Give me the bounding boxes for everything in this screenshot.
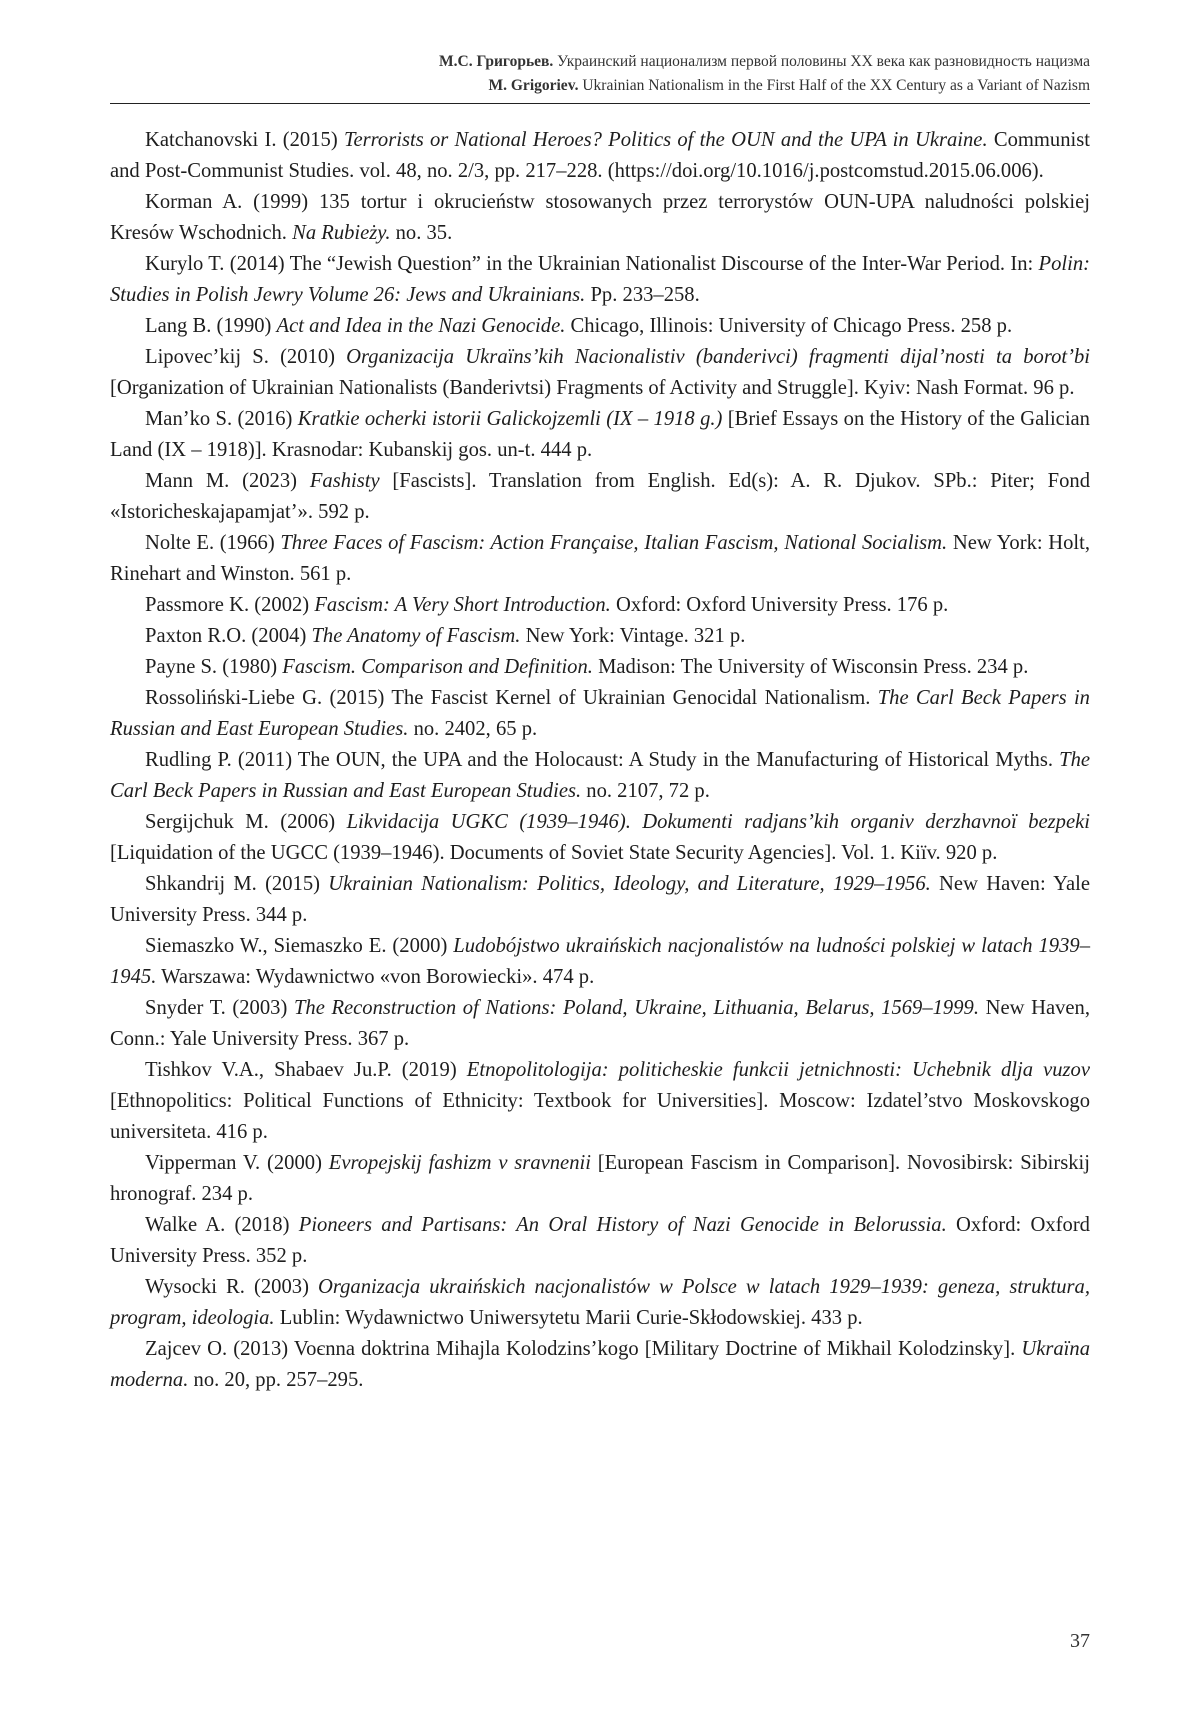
reference-text: Wysocki R. (2003) [145, 1276, 319, 1298]
reference-entry [110, 311, 1090, 342]
reference-title: Ukraïna moderna. [110, 1338, 1090, 1391]
reference-title: Evropejskij fashizm v sravnenii [328, 1152, 591, 1174]
reference-text: Zajcev O. (2013) Voєnna doktrina Mihajla Kolodzins’kogo [Military Doctrine of Mikhail Kolodzinsky]. [145, 1338, 1022, 1360]
reference-title: Na Rubieży. [292, 222, 391, 244]
reference-text: Tishkov V.A., Shabaev Ju.P. (2019) [145, 1059, 467, 1081]
reference-title: Fascism. Comparison and Definition. [282, 656, 593, 678]
reference-details: Warszawa: Wydawnictwo «von Borowiecki». 474 p. [156, 966, 595, 988]
reference-details: [Fascists]. Translation from English. Ed(s): A. R. Djukov. SPb.: Piter; Fond «Istoricheskajapamjat’». 592 p. [110, 470, 1090, 523]
reference-details: Chicago, Illinois: University of Chicago Press. 258 p. [565, 315, 1013, 337]
reference-details: Oxford: Oxford University Press. 176 p. [610, 594, 949, 616]
header-russian-line [90, 50, 1090, 74]
reference-text: Nolte E. (1966) [145, 532, 281, 554]
reference-entry [110, 931, 1090, 993]
reference-title: Etnopolitologija: politicheskie funkcii jetnichnosti: Uchebnik dlja vuzov [466, 1059, 1090, 1081]
reference-title: Organizacija Ukraïns’kih Nacionalistiv (banderivci) fragmenti dijal’nosti ta borot’bi [346, 346, 1090, 368]
reference-text: Walke A. (2018) [145, 1214, 299, 1236]
reference-details: New Haven: Yale University Press. 344 p. [110, 873, 1090, 926]
reference-title: The Carl Beck Papers in Russian and East European Studies. [110, 687, 1090, 740]
reference-text: Sergijchuk M. (2006) [145, 811, 347, 833]
reference-entry [110, 1272, 1090, 1334]
reference-entry [110, 807, 1090, 869]
reference-text: Korman A. (1999) 135 tortur i okrucieństw stosowanych przez terrorystów OUN-UPA naludności polskiej Kresów Wschodnich. [110, 191, 1090, 244]
reference-entry [110, 342, 1090, 404]
reference-text: Mann M. (2023) [145, 470, 310, 492]
reference-title: The Carl Beck Papers in Russian and East European Studies. [110, 749, 1090, 802]
reference-text: Siemaszko W., Siemaszko E. (2000) [145, 935, 454, 957]
reference-entry [110, 466, 1090, 528]
reference-details: Madison: The University of Wisconsin Press. 234 p. [592, 656, 1029, 678]
reference-title: Organizacja ukraińskich nacjonalistów w Polsce w latach 1929–1939: geneza, struktura, program, ideologia. [110, 1276, 1090, 1329]
reference-title: Polin: Studies in Polish Jewry Volume 26: Jews and Ukrainians. [110, 253, 1090, 306]
reference-details: Oxford: Oxford University Press. 352 p. [110, 1214, 1090, 1267]
reference-entry [110, 745, 1090, 807]
reference-entry [110, 1334, 1090, 1396]
reference-details: New Haven, Conn.: Yale University Press. 367 p. [110, 997, 1090, 1050]
header-ru-title: Украинский национализм первой половины XX века как разновидность нацизма [557, 53, 1090, 70]
reference-details: New York: Vintage. 321 p. [520, 625, 746, 647]
reference-details: no. 2402, 65 p. [408, 718, 538, 740]
reference-entry [110, 621, 1090, 652]
reference-title: Pioneers and Partisans: An Oral History of Nazi Genocide in Belorussia. [298, 1214, 947, 1236]
reference-entry [110, 869, 1090, 931]
reference-title: Three Faces of Fascism: Action Française, Italian Fascism, National Socialism. [280, 532, 948, 554]
reference-details: Pp. 233–258. [585, 284, 700, 306]
reference-text: Kurylo T. (2014) The “Jewish Question” in the Ukrainian Nationalist Discourse of the Inter-War Period. In: [145, 253, 1039, 275]
reference-title: Fashisty [309, 470, 380, 492]
reference-title: Likvidacija UGKC (1939–1946). Dokumenti radjans’kih organiv derzhavnoï bezpeki [346, 811, 1090, 833]
reference-text: Lipovec’kij S. (2010) [145, 346, 347, 368]
reference-entry [110, 187, 1090, 249]
header-ru-author: М.С. Григорьев. [439, 53, 554, 70]
reference-entry [110, 590, 1090, 621]
reference-text: Katchanovski I. (2015) [145, 129, 344, 151]
reference-text: Man’ko S. (2016) [145, 408, 298, 430]
reference-title: The Reconstruction of Nations: Poland, Ukraine, Lithuania, Belarus, 1569–1999. [293, 997, 979, 1019]
reference-title: Kratkie ocherki istorii Galickojzemli (IX – 1918 g.) [297, 408, 723, 430]
reference-entry [110, 1148, 1090, 1210]
reference-title: Ukrainian Nationalism: Politics, Ideology, and Literature, 1929–1956. [328, 873, 931, 895]
reference-details: [Liquidation of the UGCC (1939–1946). Documents of Soviet State Security Agencies]. Vol. 1. Kiïv. 920 p. [110, 842, 998, 864]
header-english-line [90, 74, 1090, 98]
running-header [90, 50, 1090, 98]
header-en-author: M. Grigoriev. [488, 77, 579, 94]
reference-entry [110, 683, 1090, 745]
reference-details: [Organization of Ukrainian Nationalists (Banderivtsi) Fragments of Activity and Struggle]. Kyiv: Nash Format. 96 p. [110, 377, 1075, 399]
reference-text: Lang B. (1990) [145, 315, 277, 337]
reference-entry [110, 125, 1090, 187]
reference-entry [110, 404, 1090, 466]
reference-title: Ludobójstwo ukraińskich nacjonalistów na ludności polskiej w latach 1939–1945. [110, 935, 1090, 988]
reference-entry [110, 1055, 1090, 1148]
reference-title: Terrorists or National Heroes? Politics of the OUN and the UPA in Ukraine. [343, 129, 988, 151]
reference-details: [Brief Essays on the History of the Galician Land (IX – 1918)]. Krasnodar: Kubanskij gos. un-t. 444 p. [110, 408, 1090, 461]
reference-details: New York: Holt, Rinehart and Winston. 561 p. [110, 532, 1090, 585]
reference-details: [Ethnopolitics: Political Functions of Ethnicity: Textbook for Universities]. Moscow: Izdatel’stvo Moskovskogo universiteta. 416 p. [110, 1090, 1090, 1143]
header-rule [110, 103, 1090, 104]
reference-text: Shkandrij M. (2015) [145, 873, 329, 895]
reference-text: Paxton R.O. (2004) [145, 625, 312, 647]
reference-title: Fascism: A Very Short Introduction. [314, 594, 611, 616]
reference-entry [110, 652, 1090, 683]
reference-details: no. 20, pp. 257–295. [188, 1369, 364, 1391]
reference-text: Snyder T. (2003) [145, 997, 294, 1019]
reference-details: no. 35. [390, 222, 453, 244]
reference-title: The Anatomy of Fascism. [311, 625, 521, 647]
reference-entry [110, 528, 1090, 590]
reference-entry [110, 993, 1090, 1055]
header-en-title: Ukrainian Nationalism in the First Half of the XX Century as a Variant of Nazism [582, 77, 1090, 94]
reference-text: Vipperman V. (2000) [145, 1152, 329, 1174]
reference-text: Rossoliński-Liebe G. (2015) The Fascist Kernel of Ukrainian Genocidal Nationalism. [145, 687, 878, 709]
page-number: 37 [1070, 1630, 1090, 1652]
reference-text: Rudling P. (2011) The OUN, the UPA and the Holocaust: A Study in the Manufacturing of Historical Myths. [145, 749, 1060, 771]
reference-title: Act and Idea in the Nazi Genocide. [276, 315, 566, 337]
reference-entry [110, 1210, 1090, 1272]
reference-text: Passmore K. (2002) [145, 594, 315, 616]
reference-details: Lublin: Wydawnictwo Uniwersytetu Marii Curie-Skłodowskiej. 433 p. [274, 1307, 863, 1329]
reference-details: [European Fascism in Comparison]. Novosibirsk: Sibirskij hronograf. 234 p. [110, 1152, 1090, 1205]
reference-details: Communist and Post-Communist Studies. vol. 48, no. 2/3, pp. 217–228. (https://doi.org/10.1016/j.postcomstud.2015.06.006). [110, 129, 1090, 182]
reference-details: no. 2107, 72 p. [581, 780, 710, 802]
reference-list [110, 125, 1090, 1396]
reference-entry [110, 249, 1090, 311]
reference-text: Payne S. (1980) [145, 656, 283, 678]
